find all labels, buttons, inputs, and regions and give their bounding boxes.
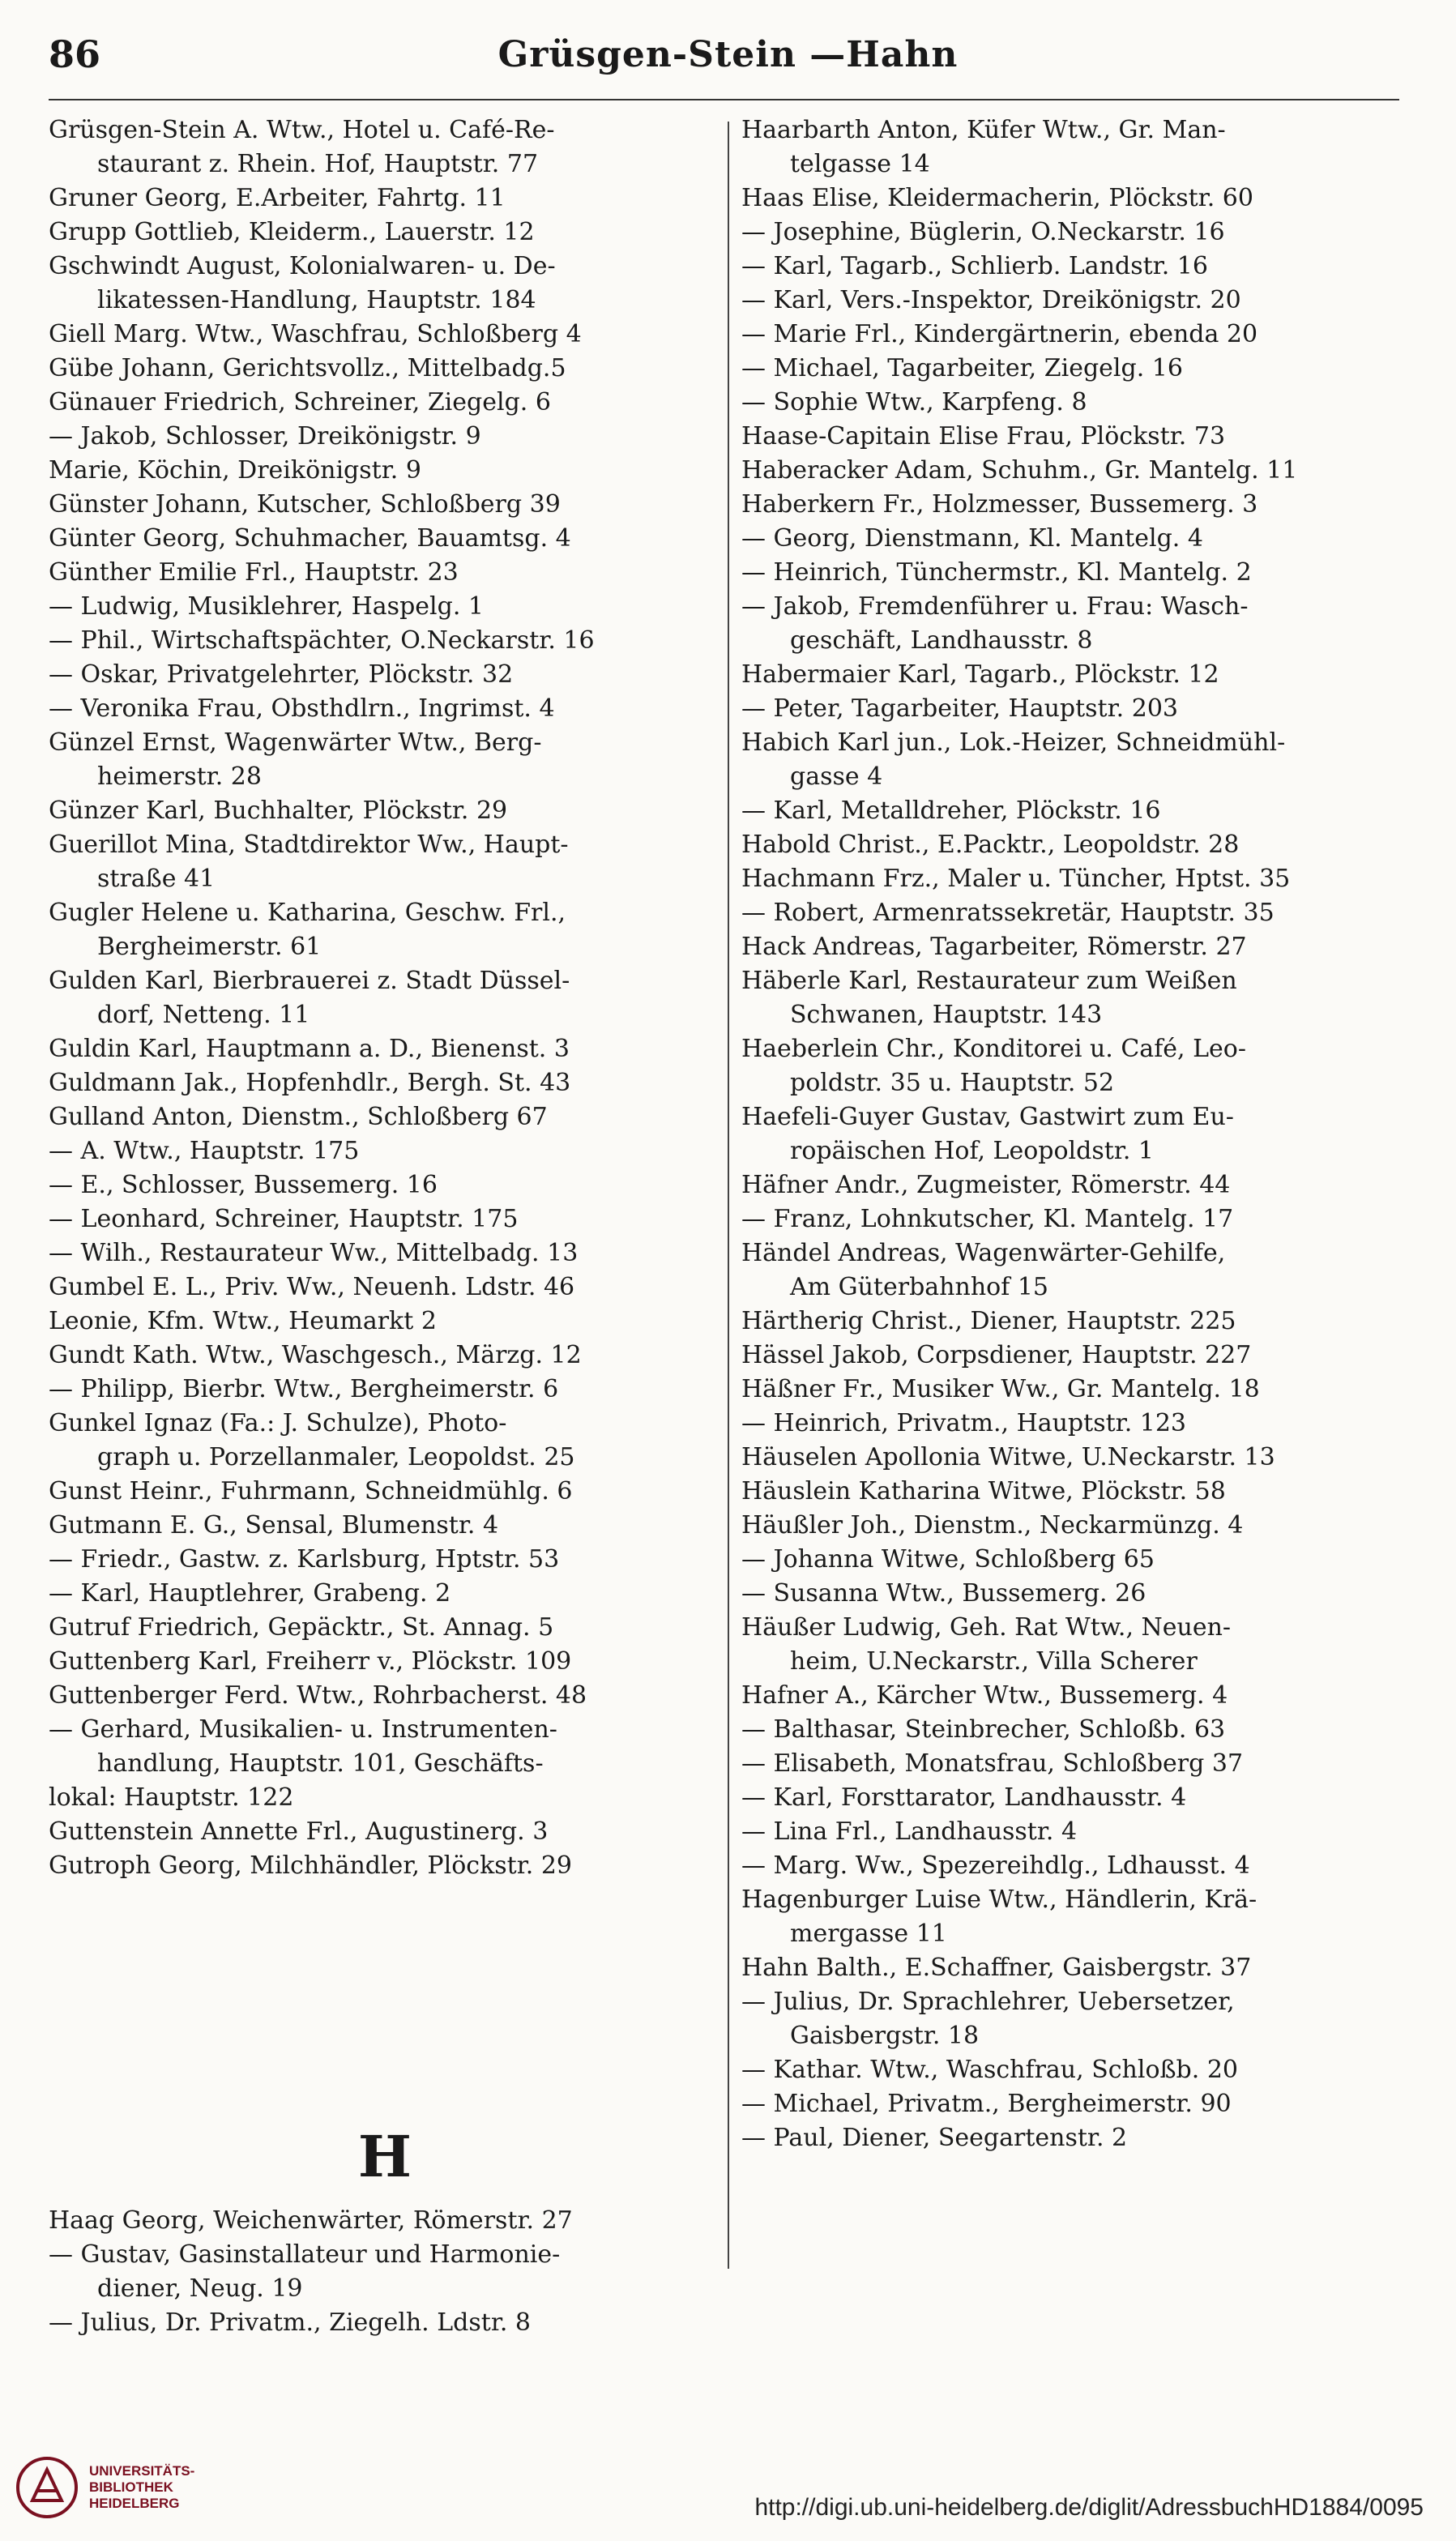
directory-entry: [741, 794, 1418, 828]
entry-text: Gundt Kath. Wtw., Waschgesch., Märzg. 12: [49, 1341, 582, 1369]
entry-text: Gutroph Georg, Milchhändler, Plöckstr. 29: [49, 1851, 572, 1880]
entry-continuation: Am Güterbahnhof 15: [790, 1273, 1049, 1301]
directory-entry: [49, 726, 721, 794]
directory-entry: [741, 250, 1418, 284]
entry-text: — Heinrich, Tünchermstr., Kl. Mantelg. 2: [741, 558, 1252, 587]
directory-entry: [49, 794, 721, 828]
directory-entry: [741, 1475, 1418, 1509]
directory-entry: [741, 828, 1418, 862]
entry-text: Grupp Gottlieb, Kleiderm., Lauerstr. 12: [49, 218, 535, 246]
directory-entry: [741, 352, 1418, 386]
entry-text: Haeberlein Chr., Konditorei u. Café, Leo-: [741, 1035, 1246, 1063]
entry-continuation: likatessen-Handlung, Hauptstr. 184: [97, 286, 536, 314]
directory-entry: [49, 454, 721, 488]
entry-text: Gumbel E. L., Priv. Ww., Neuenh. Ldstr. 46: [49, 1273, 575, 1301]
entry-continuation: ropäischen Hof, Leopoldstr. 1: [790, 1137, 1155, 1165]
entry-text: Haberkern Fr., Holzmesser, Bussemerg. 3: [741, 490, 1258, 519]
directory-entry: [741, 1679, 1418, 1713]
entry-text: Händel Andreas, Wagenwärter-Gehilfe,: [741, 1239, 1226, 1267]
directory-entry: [741, 658, 1418, 692]
entry-text: Gunst Heinr., Fuhrmann, Schneidmühlg. 6: [49, 1477, 573, 1505]
directory-entry: [741, 1747, 1418, 1781]
directory-entry: [741, 2121, 1418, 2155]
section-letter-h: H: [357, 2123, 412, 2190]
entry-text: — Sophie Wtw., Karpfeng. 8: [741, 388, 1087, 416]
directory-entry: [49, 1679, 721, 1713]
directory-entry: [741, 1815, 1418, 1849]
directory-entry: [49, 1339, 721, 1373]
directory-entry: [741, 488, 1418, 522]
entry-text: Haarbarth Anton, Küfer Wtw., Gr. Man-: [741, 116, 1226, 144]
entry-text: — Peter, Tagarbeiter, Hauptstr. 203: [741, 694, 1178, 723]
directory-entry: [741, 1236, 1418, 1305]
entry-continuation: heimerstr. 28: [97, 762, 262, 791]
entry-text: — Veronika Frau, Obsthdlrn., Ingrimst. 4: [49, 694, 555, 723]
entry-text: — Lina Frl., Landhausstr. 4: [741, 1817, 1078, 1846]
directory-entry: [49, 1781, 721, 1815]
entry-continuation: straße 41: [97, 865, 216, 893]
directory-entry: [741, 2087, 1418, 2121]
entry-text: Häfner Andr., Zugmeister, Römerstr. 44: [741, 1171, 1231, 1199]
directory-entry: [49, 658, 721, 692]
directory-entry: [741, 182, 1418, 216]
directory-entry: [741, 1509, 1418, 1543]
entry-text: Gruner Georg, E.Arbeiter, Fahrtg. 11: [49, 184, 506, 212]
logo-line: UNIVERSITÄTS-: [89, 2463, 195, 2479]
entry-text: Günster Johann, Kutscher, Schloßberg 39: [49, 490, 561, 519]
directory-entry: [741, 1611, 1418, 1679]
entry-text: Hack Andreas, Tagarbeiter, Römerstr. 27: [741, 933, 1247, 961]
entry-text: — Philipp, Bierbr. Wtw., Bergheimerstr. 6: [49, 1375, 559, 1403]
entry-continuation: handlung, Hauptstr. 101, Geschäfts-: [97, 1749, 544, 1778]
entry-text: Habold Christ., E.Packtr., Leopoldstr. 28: [741, 831, 1240, 859]
entry-text: — Kathar. Wtw., Waschfrau, Schloßb. 20: [741, 2056, 1239, 2084]
directory-entry: [49, 556, 721, 590]
entry-text: Häuslein Katharina Witwe, Plöckstr. 58: [741, 1477, 1226, 1505]
entry-continuation: staurant z. Rhein. Hof, Hauptstr. 77: [97, 150, 539, 178]
directory-entry: [741, 1951, 1418, 1985]
directory-entry: [741, 1577, 1418, 1611]
entry-text: Gübe Johann, Gerichtsvollz., Mittelbadg.5: [49, 354, 566, 382]
directory-entry: [49, 1645, 721, 1679]
entry-text: Giell Marg. Wtw., Waschfrau, Schloßberg 4: [49, 320, 582, 348]
directory-entry: [49, 522, 721, 556]
directory-entry: [741, 1407, 1418, 1441]
source-url-link[interactable]: http://digi.ub.uni-heidelberg.de/diglit/AdressbuchHD1884/0095: [754, 2494, 1424, 2521]
entry-text: — Gustav, Gasinstallateur und Harmonie-: [49, 2240, 561, 2269]
entry-text: — Karl, Hauptlehrer, Grabeng. 2: [49, 1579, 451, 1608]
directory-entry: [49, 1202, 721, 1236]
directory-entry: [49, 964, 721, 1032]
entry-continuation: diener, Neug. 19: [97, 2274, 303, 2303]
directory-entry: [741, 318, 1418, 352]
directory-entry: [741, 896, 1418, 930]
entry-text: — Susanna Wtw., Bussemerg. 26: [741, 1579, 1146, 1608]
entry-text: — Josephine, Büglerin, O.Neckarstr. 16: [741, 218, 1225, 246]
directory-entry: [49, 1543, 721, 1577]
entry-continuation: dorf, Netteng. 11: [97, 1001, 310, 1029]
logo-line: BIBLIOTHEK: [89, 2479, 173, 2495]
directory-entry: [49, 1168, 721, 1202]
directory-entry: [741, 1781, 1418, 1815]
directory-entry: [741, 522, 1418, 556]
entry-text: Gulland Anton, Dienstm., Schloßberg 67: [49, 1103, 548, 1131]
library-seal-icon: [15, 2455, 79, 2520]
entry-continuation: poldstr. 35 u. Hauptstr. 52: [790, 1069, 1115, 1097]
entry-continuation: geschäft, Landhausstr. 8: [790, 626, 1093, 655]
entry-text: — E., Schlosser, Bussemerg. 16: [49, 1171, 438, 1199]
entry-text: Leonie, Kfm. Wtw., Heumarkt 2: [49, 1307, 437, 1335]
directory-entry: [741, 284, 1418, 318]
entry-text: Hahn Balth., E.Schaffner, Gaisbergstr. 37: [741, 1954, 1252, 1982]
directory-entry: [741, 964, 1418, 1032]
entry-text: Häßner Fr., Musiker Ww., Gr. Mantelg. 18: [741, 1375, 1260, 1403]
directory-entry: [741, 1713, 1418, 1747]
entry-text: Gulden Karl, Bierbrauerei z. Stadt Düssel-: [49, 967, 570, 995]
directory-entry: [741, 1543, 1418, 1577]
directory-entry: [49, 692, 721, 726]
entry-continuation: Bergheimerstr. 61: [97, 933, 322, 961]
entry-continuation: Schwanen, Hauptstr. 143: [790, 1001, 1103, 1029]
directory-entry: [49, 1066, 721, 1100]
entry-text: — Elisabeth, Monatsfrau, Schloßberg 37: [741, 1749, 1244, 1778]
entry-text: Guldmann Jak., Hopfenhdlr., Bergh. St. 43: [49, 1069, 571, 1097]
directory-entry: [741, 1032, 1418, 1100]
entry-text: — Oskar, Privatgelehrter, Plöckstr. 32: [49, 660, 514, 689]
header-divider: [49, 99, 1399, 100]
entry-text: Härtherig Christ., Diener, Hauptstr. 225: [741, 1307, 1236, 1335]
directory-entry: [741, 1339, 1418, 1373]
entry-text: Hagenburger Luise Wtw., Händlerin, Krä-: [741, 1885, 1257, 1914]
column-divider: [728, 122, 729, 2269]
page-number: 86: [49, 32, 101, 76]
directory-entry: [741, 1883, 1418, 1951]
entry-continuation: heim, U.Neckarstr., Villa Scherer: [790, 1647, 1198, 1676]
directory-entry: [49, 2306, 721, 2340]
directory-entry: [49, 216, 721, 250]
directory-entry: [49, 590, 721, 624]
directory-entry: [49, 1032, 721, 1066]
entry-continuation: mergasse 11: [790, 1920, 947, 1948]
entry-text: — Karl, Forsttarator, Landhausstr. 4: [741, 1783, 1187, 1812]
entry-text: — Heinrich, Privatm., Hauptstr. 123: [741, 1409, 1187, 1437]
directory-entry: [741, 726, 1418, 794]
entry-text: Häuselen Apollonia Witwe, U.Neckarstr. 13: [741, 1443, 1275, 1471]
entry-text: Haefeli-Guyer Gustav, Gastwirt zum Eu-: [741, 1103, 1234, 1131]
entry-text: — Karl, Tagarb., Schlierb. Landstr. 16: [741, 252, 1208, 280]
entry-text: — Johanna Witwe, Schloßberg 65: [741, 1545, 1155, 1574]
entry-text: — A. Wtw., Hauptstr. 175: [49, 1137, 360, 1165]
directory-entry: [49, 1577, 721, 1611]
entry-continuation: telgasse 14: [790, 150, 930, 178]
entry-text: Guerillot Mina, Stadtdirektor Ww., Haupt-: [49, 831, 569, 859]
directory-entry: [741, 862, 1418, 896]
directory-entry: [49, 1100, 721, 1134]
logo-line: HEIDELBERG: [89, 2496, 180, 2511]
entry-text: — Wilh., Restaurateur Ww., Mittelbadg. 13: [49, 1239, 579, 1267]
entry-text: Günter Georg, Schuhmacher, Bauamtsg. 4: [49, 524, 571, 553]
page-title: Grüsgen-Stein —Hahn: [497, 34, 959, 75]
entry-text: Haase-Capitain Elise Frau, Plöckstr. 73: [741, 422, 1226, 451]
directory-entry: [741, 1849, 1418, 1883]
directory-entry: [49, 113, 721, 182]
directory-entry: [49, 1236, 721, 1270]
left-after-section-list: [49, 2204, 721, 2340]
left-column: [49, 113, 721, 2337]
entry-text: Haas Elise, Kleidermacherin, Plöckstr. 60: [741, 184, 1253, 212]
directory-entry: [741, 216, 1418, 250]
directory-entry: [49, 352, 721, 386]
left-entry-list: [49, 113, 721, 1883]
entry-text: Günzer Karl, Buchhalter, Plöckstr. 29: [49, 796, 508, 825]
directory-entry: [741, 590, 1418, 658]
directory-entry: [741, 1985, 1418, 2053]
entry-text: Habich Karl jun., Lok.-Heizer, Schneidmühl-: [741, 728, 1286, 757]
entry-text: Günzel Ernst, Wagenwärter Wtw., Berg-: [49, 728, 542, 757]
directory-entry: [49, 1713, 721, 1781]
directory-entry: [741, 1441, 1418, 1475]
directory-entry: [741, 1305, 1418, 1339]
directory-entry: [49, 624, 721, 658]
entry-text: — Jakob, Fremdenführer u. Frau: Wasch-: [741, 592, 1249, 621]
entry-text: Häberle Karl, Restaurateur zum Weißen: [741, 967, 1237, 995]
directory-entry: [741, 454, 1418, 488]
directory-entry: [741, 1100, 1418, 1168]
directory-entry: [741, 420, 1418, 454]
directory-entry: [741, 2053, 1418, 2087]
entry-text: Günther Emilie Frl., Hauptstr. 23: [49, 558, 459, 587]
directory-entry: [49, 182, 721, 216]
library-logo: [15, 2447, 241, 2528]
entry-text: Haberacker Adam, Schuhm., Gr. Mantelg. 11: [741, 456, 1298, 485]
directory-entry: [49, 488, 721, 522]
library-logo-text: [89, 2463, 194, 2512]
entry-text: Haag Georg, Weichenwärter, Römerstr. 27: [49, 2206, 573, 2235]
entry-text: — Michael, Tagarbeiter, Ziegelg. 16: [741, 354, 1183, 382]
directory-entry: [49, 386, 721, 420]
entry-text: — Phil., Wirtschaftspächter, O.Neckarstr. 16: [49, 626, 595, 655]
directory-entry: [49, 1815, 721, 1849]
entry-text: Gutmann E. G., Sensal, Blumenstr. 4: [49, 1511, 499, 1540]
directory-entry: [49, 2238, 721, 2306]
entry-continuation: gasse 4: [790, 762, 883, 791]
directory-entry: [741, 386, 1418, 420]
entry-text: — Marg. Ww., Spezereihdlg., Ldhausst. 4: [741, 1851, 1250, 1880]
page-footer: [0, 2431, 1456, 2541]
directory-entry: [49, 1270, 721, 1305]
entry-text: Häußler Joh., Dienstm., Neckarmünzg. 4: [741, 1511, 1244, 1540]
entry-text: Gunkel Ignaz (Fa.: J. Schulze), Photo-: [49, 1409, 507, 1437]
directory-entry: [741, 1202, 1418, 1236]
entry-text: — Karl, Vers.-Inspektor, Dreikönigstr. 20: [741, 286, 1241, 314]
directory-entry: [49, 1373, 721, 1407]
directory-entry: [49, 1849, 721, 1883]
entry-continuation: Gaisbergstr. 18: [790, 2022, 980, 2050]
entry-text: — Marie Frl., Kindergärtnerin, ebenda 20: [741, 320, 1258, 348]
entry-text: — Paul, Diener, Seegartenstr. 2: [741, 2124, 1128, 2152]
entry-text: — Georg, Dienstmann, Kl. Mantelg. 4: [741, 524, 1203, 553]
directory-entry: [49, 1611, 721, 1645]
entry-text: Gugler Helene u. Katharina, Geschw. Frl.,: [49, 899, 566, 927]
directory-entry: [49, 1305, 721, 1339]
directory-entry: [49, 420, 721, 454]
entry-text: — Robert, Armenratssekretär, Hauptstr. 35: [741, 899, 1275, 927]
directory-entry: [49, 1509, 721, 1543]
entry-text: — Franz, Lohnkutscher, Kl. Mantelg. 17: [741, 1205, 1234, 1233]
right-column: [741, 113, 1418, 2155]
directory-entry: [49, 896, 721, 964]
entry-text: — Julius, Dr. Sprachlehrer, Uebersetzer,: [741, 1988, 1235, 2016]
directory-entry: [49, 1407, 721, 1475]
entry-text: Hafner A., Kärcher Wtw., Bussemerg. 4: [741, 1681, 1228, 1710]
entry-text: Guldin Karl, Hauptmann a. D., Bienenst. 3: [49, 1035, 570, 1063]
directory-entry: [741, 1373, 1418, 1407]
entry-text: — Jakob, Schlosser, Dreikönigstr. 9: [49, 422, 481, 451]
directory-entry: [49, 2204, 721, 2238]
entry-text: Guttenberger Ferd. Wtw., Rohrbacherst. 48: [49, 1681, 587, 1710]
entry-text: — Balthasar, Steinbrecher, Schloßb. 63: [741, 1715, 1226, 1744]
directory-entry: [49, 1134, 721, 1168]
entry-text: Guttenstein Annette Frl., Augustinerg. 3: [49, 1817, 549, 1846]
directory-entry: [741, 1168, 1418, 1202]
entry-text: lokal: Hauptstr. 122: [49, 1783, 294, 1812]
entry-text: — Leonhard, Schreiner, Hauptstr. 175: [49, 1205, 519, 1233]
entry-continuation: graph u. Porzellanmaler, Leopoldst. 25: [97, 1443, 575, 1471]
directory-entry: [49, 318, 721, 352]
entry-text: Gutruf Friedrich, Gepäcktr., St. Annag. 5: [49, 1613, 554, 1642]
entry-text: Grüsgen-Stein A. Wtw., Hotel u. Café-Re-: [49, 116, 555, 144]
entry-text: Guttenberg Karl, Freiherr v., Plöckstr. 109: [49, 1647, 572, 1676]
entry-text: — Friedr., Gastw. z. Karlsburg, Hptstr. 53: [49, 1545, 560, 1574]
page-header: [0, 18, 1456, 107]
directory-entry: [49, 250, 721, 318]
directory-entry: [49, 1475, 721, 1509]
right-entry-list: [741, 113, 1418, 2155]
entry-text: — Ludwig, Musiklehrer, Haspelg. 1: [49, 592, 484, 621]
directory-entry: [49, 828, 721, 896]
entry-text: Gschwindt August, Kolonialwaren- u. De-: [49, 252, 556, 280]
entry-text: Günauer Friedrich, Schreiner, Ziegelg. 6: [49, 388, 551, 416]
entry-text: — Julius, Dr. Privatm., Ziegelh. Ldstr. 8: [49, 2308, 532, 2337]
entry-text: — Michael, Privatm., Bergheimerstr. 90: [741, 2090, 1232, 2118]
entry-text: — Gerhard, Musikalien- u. Instrumenten-: [49, 1715, 557, 1744]
directory-entry: [741, 113, 1418, 182]
directory-entry: [741, 556, 1418, 590]
entry-text: Hachmann Frz., Maler u. Tüncher, Hptst. 35: [741, 865, 1291, 893]
entry-text: Hässel Jakob, Corpsdiener, Hauptstr. 227: [741, 1341, 1252, 1369]
directory-entry: [741, 692, 1418, 726]
entry-text: Habermaier Karl, Tagarb., Plöckstr. 12: [741, 660, 1219, 689]
entry-text: Marie, Köchin, Dreikönigstr. 9: [49, 456, 421, 485]
directory-entry: [741, 930, 1418, 964]
entry-text: Häußer Ludwig, Geh. Rat Wtw., Neuen-: [741, 1613, 1232, 1642]
entry-text: — Karl, Metalldreher, Plöckstr. 16: [741, 796, 1161, 825]
